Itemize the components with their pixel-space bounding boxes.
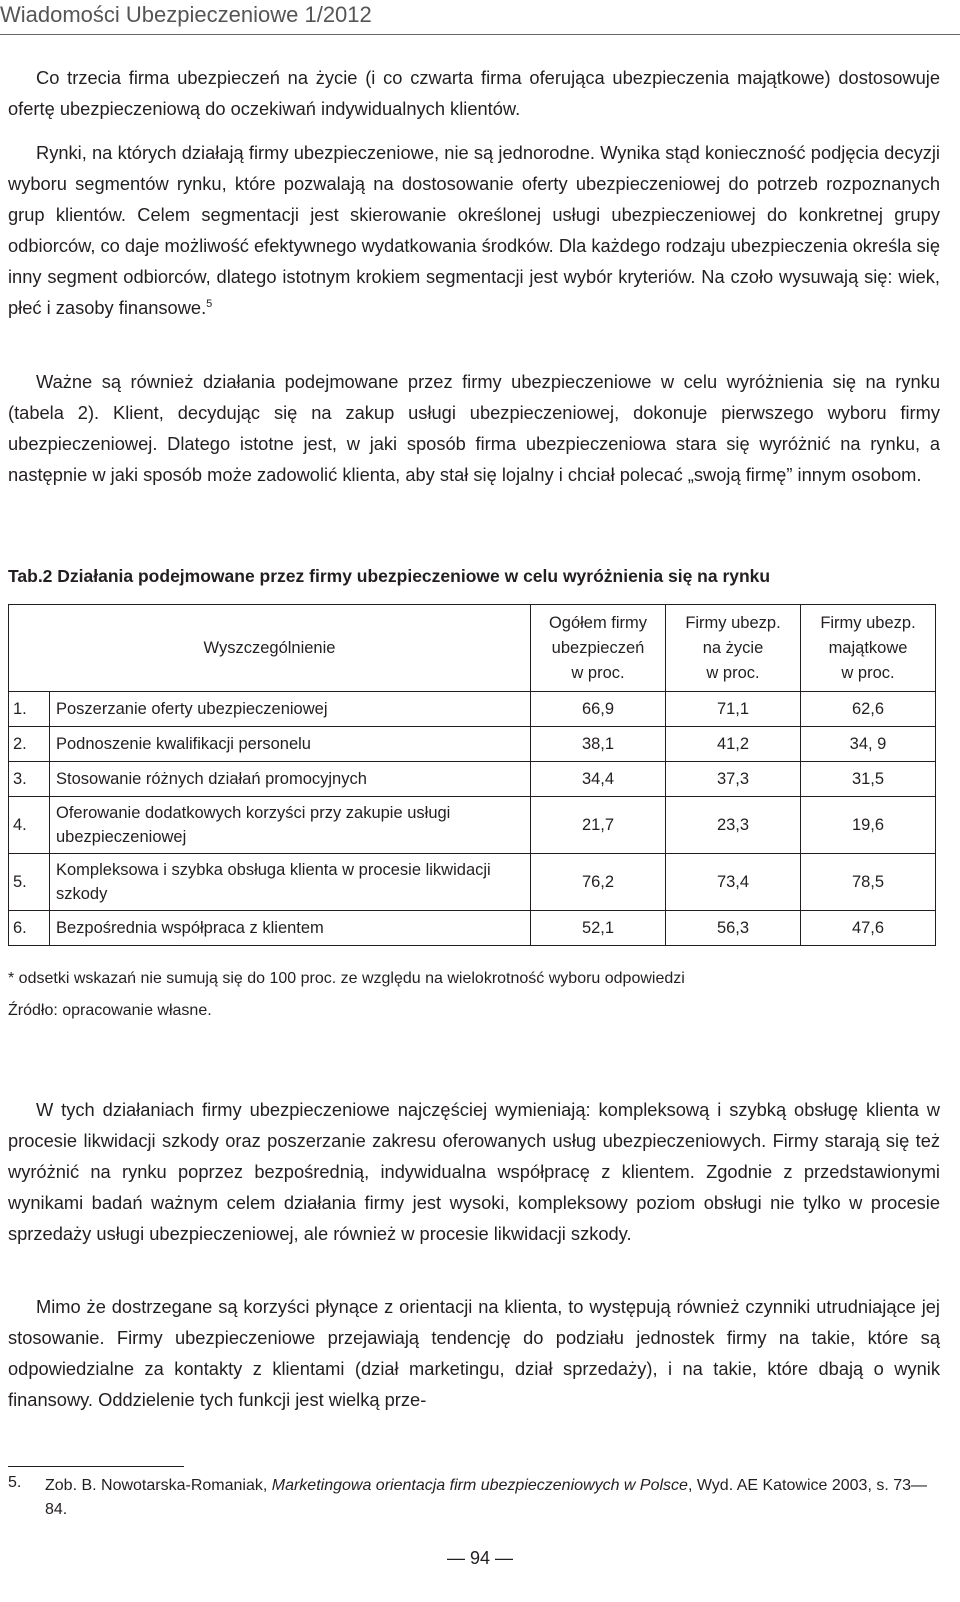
- table-header-row: [9, 605, 936, 692]
- row-description: Kompleksowa i szybka obsługa klienta w procesie likwidacji szkody: [50, 854, 531, 911]
- value-total: 76,2: [531, 854, 666, 911]
- header-rule: [0, 34, 960, 35]
- data-table: [8, 604, 936, 946]
- value-property: 34, 9: [801, 727, 936, 762]
- row-description: Poszerzanie oferty ubezpieczeniowej: [50, 692, 531, 727]
- table-row: [9, 727, 936, 762]
- row-description: Stosowanie różnych działań promocyjnych: [50, 762, 531, 797]
- paragraph-3: [8, 366, 940, 490]
- table-note: * odsetki wskazań nie sumują się do 100 proc. ze względu na wielokrotność wyboru odpowiedzi: [8, 970, 685, 987]
- value-total: 66,9: [531, 692, 666, 727]
- header-total: [531, 605, 666, 692]
- header-line: Ogółem firmy: [548, 613, 648, 632]
- footnote-before: Zob. B. Nowotarska-Romaniak,: [45, 1477, 272, 1494]
- row-number: 3.: [9, 762, 50, 797]
- paragraph-2: [8, 137, 940, 324]
- value-property: 47,6: [801, 911, 936, 946]
- header-line: w proc.: [841, 663, 895, 682]
- value-total: 21,7: [531, 797, 666, 854]
- table-row: [9, 692, 936, 727]
- paragraph-5-text: Mimo że dostrzegane są korzyści płynące z orientacji na klienta, to występują również czynniki utrudniające jej stosowanie. Firmy ubezpieczeniowe przejawiają tendencję do podziału jednostek firmy na takie, które są odpowiedzialne za kontakty z klientami (dział marketingu, dział sprzedaży), i na takie, które dbają o wynik finansowy. Oddzielenie tych funkcji jest wielką prze-: [8, 1296, 940, 1411]
- paragraph-1-text: Co trzecia firma ubezpieczeń na życie (i co czwarta firma oferująca ubezpieczenia majątkowe) dostosowuje ofertę ubezpieczeniową do oczekiwań indywidualnych klientów.: [8, 67, 940, 120]
- value-life: 37,3: [666, 762, 801, 797]
- value-property: 78,5: [801, 854, 936, 911]
- header-line: na życie: [702, 638, 764, 657]
- header-property: [801, 605, 936, 692]
- paragraph-3-text: Ważne są również działania podejmowane przez firmy ubezpieczeniowe w celu wyróżnienia się na rynku (tabela 2). Klient, decydując się na zakup usługi ubezpieczeniowej, dokonuje pierwszego wyboru firmy ubezpieczeniowej. Dlatego istotne jest, w jaki sposób firma ubezpieczeniowa stara się wyróżnić na rynku, a następnie w jaki sposób może zadowolić klienta, aby stał się lojalny i chciał polecać „swoją firmę” innym osobom.: [8, 371, 940, 486]
- header-line: w proc.: [706, 663, 760, 682]
- value-life: 56,3: [666, 911, 801, 946]
- header-line: majątkowe: [828, 638, 908, 657]
- paragraph-2-text: Rynki, na których działają firmy ubezpieczeniowe, nie są jednorodne. Wynika stąd konieczność podjęcia decyzji wyboru segmentów rynku, które pozwalają na dostosowanie oferty ubezpieczeniowej do potrzeb rozpoznanych grup klientów. Celem segmentacji jest skierowanie określonej usługi ubezpieczeniowej do konkretnej grupy odbiorców, co daje możliwość efektywnego wydatkowania środków. Dla każdego rodzaju ubezpieczenia określa się inny segment odbiorców, dlatego istotnym krokiem segmentacji jest wybór kryteriów. Na czoło wysuwają się: wiek, płeć i zasoby finansowe.: [8, 142, 940, 319]
- header-line: Firmy ubezp.: [820, 613, 916, 632]
- value-life: 41,2: [666, 727, 801, 762]
- header-line: w proc.: [571, 663, 625, 682]
- journal-title: Wiadomości Ubezpieczeniowe 1/2012: [0, 2, 372, 27]
- value-total: 52,1: [531, 911, 666, 946]
- paragraph-1: [8, 62, 940, 124]
- row-description: Bezpośrednia współpraca z klientem: [50, 911, 531, 946]
- table-row: [9, 911, 936, 946]
- table-row: [9, 762, 936, 797]
- row-number: 2.: [9, 727, 50, 762]
- table-row: [9, 854, 936, 911]
- value-total: 34,4: [531, 762, 666, 797]
- header-description: Wyszczególnienie: [9, 605, 531, 692]
- header-life: [666, 605, 801, 692]
- footnote-number: 5.: [8, 1474, 22, 1491]
- value-life: 23,3: [666, 797, 801, 854]
- header-line: ubezpieczeń: [551, 638, 645, 657]
- value-life: 73,4: [666, 854, 801, 911]
- footnote-text: [45, 1474, 945, 1522]
- running-header: [0, 0, 960, 40]
- paragraph-4-text: W tych działaniach firmy ubezpieczeniowe najczęściej wymieniają: kompleksową i szybką obsługę klienta w procesie likwidacji szkody oraz poszerzanie zakresu oferowanych usług ubezpieczeniowych. Firmy starają się też wyróżnić na rynku poprzez bezpośrednią, indywidualna współpracę z klientem. Zgodnie z przedstawionymi wynikami badań ważnym celem działania firmy jest wysoki, kompleksowy poziom obsługi nie tylko w procesie sprzedaży usługi ubezpieczeniowej, ale również w procesie likwidacji szkody.: [8, 1099, 940, 1245]
- value-total: 38,1: [531, 727, 666, 762]
- row-description: Oferowanie dodatkowych korzyści przy zakupie usługi ubezpieczeniowej: [50, 797, 531, 854]
- paragraph-5: [8, 1291, 940, 1415]
- value-property: 62,6: [801, 692, 936, 727]
- footnote-rule: [8, 1466, 184, 1467]
- table-caption: Tab.2 Działania podejmowane przez firmy ubezpieczeniowe w celu wyróżnienia się na rynku: [8, 566, 771, 586]
- footnote-title: Marketingowa orientacja firm ubezpieczeniowych w Polsce: [271, 1477, 688, 1494]
- row-number: 5.: [9, 854, 50, 911]
- value-life: 71,1: [666, 692, 801, 727]
- value-property: 19,6: [801, 797, 936, 854]
- paragraph-4: [8, 1094, 940, 1249]
- page-number: — 94 —: [446, 1548, 514, 1568]
- row-number: 6.: [9, 911, 50, 946]
- table-row: [9, 797, 936, 854]
- row-number: 1.: [9, 692, 50, 727]
- value-property: 31,5: [801, 762, 936, 797]
- footnote-ref: 5: [206, 298, 213, 311]
- row-description: Podnoszenie kwalifikacji personelu: [50, 727, 531, 762]
- footnote-after: , Wyd. AE Katowice 2003, s. 73—84.: [45, 1477, 928, 1518]
- header-line: Firmy ubezp.: [685, 613, 781, 632]
- table-source: Źródło: opracowanie własne.: [8, 1002, 212, 1019]
- row-number: 4.: [9, 797, 50, 854]
